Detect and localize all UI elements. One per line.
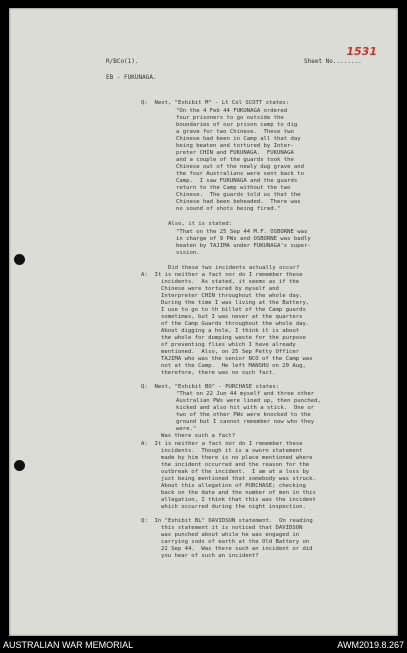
text-line: "That on 22 Jun 44 myself and three other — [176, 391, 315, 397]
text-line: this statement it is noticed that DAVIDSON — [161, 525, 303, 531]
text-line: Q: Next, "Exhibit BO" - PURCHASE states: — [141, 384, 280, 390]
text-line: the whole for dumping waste for the purpose — [161, 335, 306, 341]
text-line: Chinese out of the newly dug grave and — [176, 164, 304, 170]
text-line: was punched about while he was engaged in — [161, 532, 300, 538]
punch-hole — [14, 254, 25, 265]
text-line: therefore, there was no such fact. — [161, 370, 276, 376]
text-line: the incident occurred and the reason for the — [161, 462, 310, 468]
text-line: TAJIMA who was the senior NCO of the Camp was — [161, 356, 313, 362]
text-line: Was there such a fact? — [161, 433, 236, 439]
text-line: A: It is neither a fact nor do I remember these — [141, 441, 303, 447]
text-line: Q: In "Exhibit BL" DAVIDSON statement. On reading — [141, 518, 313, 524]
text-line: just being mentioned that somebody was struck. — [161, 476, 316, 482]
text-line: Chinese had been beheaded. There was — [176, 199, 301, 205]
text-line: About digging a hole, I think it is about — [161, 328, 300, 334]
text-line: beaten by TAJIMA under FUKUNAGA's super- — [176, 243, 311, 249]
text-line: Q: Next, "Exhibit M" - Lt Col SCOTT states: — [141, 100, 290, 106]
text-line: two of the other PWs were knocked to the — [176, 412, 311, 418]
text-line: return to the Camp without the two — [176, 185, 291, 191]
text-line: I use to go to th billet of the Camp guards — [161, 307, 306, 313]
text-line: During the time I was living at the Battery, — [161, 300, 310, 306]
text-line: Chinese were tortured by myself and — [161, 286, 279, 292]
document-title: EB - FUKUNAGA. — [106, 74, 157, 81]
text-line: four prisoners to go outside the — [176, 115, 284, 121]
text-line: not at the Camp. He left MANSHU on 20 Aug, — [161, 363, 306, 369]
text-line: Also, it is stated: — [168, 221, 232, 227]
text-line: carrying sods of earth at the Old Battery on — [161, 539, 310, 545]
handwritten-sheet-number: 1531 — [346, 45, 377, 58]
text-line: no sound of shots being fired." — [176, 206, 281, 212]
text-line: 22 Sep 44. Was there such an incident or did — [161, 546, 313, 552]
text-line: preter CHIN and FUKUNAGA. FUKUNAGA — [176, 150, 294, 156]
text-line: sometimes, but I was never at the quarters — [161, 314, 303, 320]
footer-accession: AWM2019.8.267 — [337, 640, 404, 650]
text-line: made by him there is no place mentioned where — [161, 455, 313, 461]
text-line: Did these two incidents actually occur? — [168, 265, 300, 271]
text-line: of preventing flies which I have already — [161, 342, 296, 348]
text-line: back on the date and the number of men in this — [161, 490, 316, 496]
text-line: Chinese. The guards told us that the — [176, 192, 301, 198]
text-line: were." — [176, 426, 197, 432]
text-line: outbreak of the incident. I am at a loss by — [161, 469, 310, 475]
punch-hole — [14, 460, 25, 471]
text-line: of the Camp Guards throughout the whole day. — [161, 321, 310, 327]
text-line: the four Australians were sent back to — [176, 171, 304, 177]
text-line: vision. — [176, 250, 200, 256]
sheet-label: Sheet No........ — [304, 58, 362, 65]
text-line: being beaten and tortured by Inter- — [176, 143, 294, 149]
text-line: Interpreter CHIN throughout the whole day. — [161, 293, 303, 299]
text-line: Chinese had been in Camp all that day — [176, 136, 301, 142]
text-line: a grave for two Chinese. These two — [176, 129, 294, 135]
reference-code: R/BCo(1). — [106, 58, 139, 65]
text-line: mentioned. Also, on 25 Sep Petty Officer — [161, 349, 300, 355]
footer-credit: AUSTRALIAN WAR MEMORIAL — [3, 640, 134, 650]
text-line: boundaries of our prison camp to dig — [176, 122, 298, 128]
text-line: Australian PWs were lined up, then punched, — [176, 398, 321, 404]
text-line: in charge of 9 PWs and OSBORNE was badly — [176, 236, 311, 242]
text-line: incidents. Though it is a sworn statement — [161, 448, 303, 454]
text-line: About this allegation of PURCHASE; checking — [161, 483, 306, 489]
text-line: "On the 4 Feb 44 FUKUNAGA ordered — [176, 108, 288, 114]
text-line: you hear of such an incident? — [161, 553, 259, 559]
text-line: allegation, I think that this was the incident — [161, 497, 316, 503]
text-line: A: It is neither a fact nor do I remember these — [141, 272, 303, 278]
text-line: and a couple of the guards took the — [176, 157, 294, 163]
text-line: which occurred during the night inspection. — [161, 504, 306, 510]
text-line: Camp. I saw FUKUNAGA and the guards — [176, 178, 298, 184]
text-line: ground but I cannot remember now who they — [176, 419, 315, 425]
text-line: "That on the 25 Sep 44 M.F. OSBORNE was — [176, 229, 308, 235]
text-line: incidents. As stated, it seems as if the — [161, 279, 300, 285]
text-line: kicked and also hit with a stick. One or — [176, 405, 315, 411]
